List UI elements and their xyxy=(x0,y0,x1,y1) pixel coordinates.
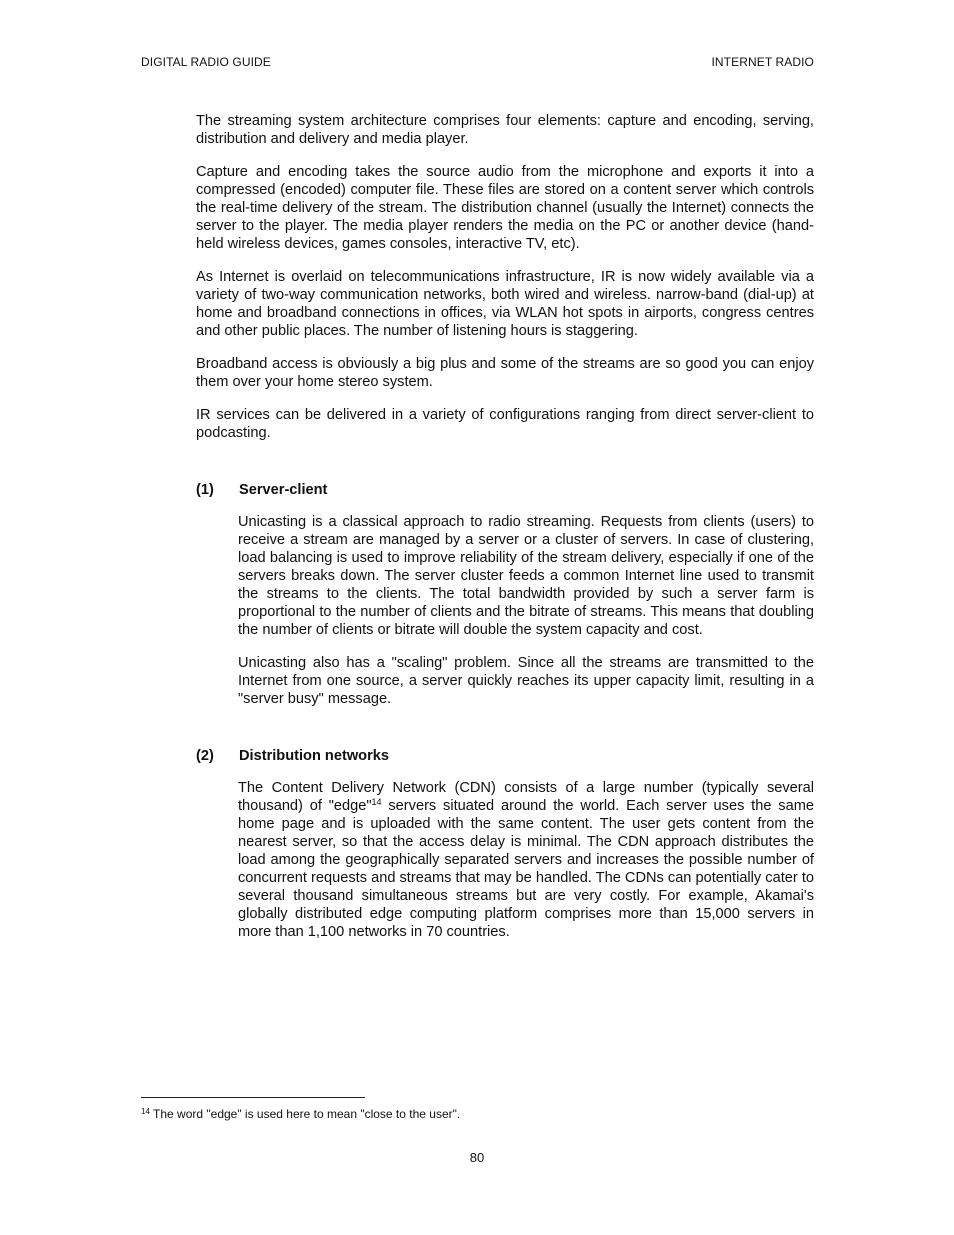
running-header xyxy=(141,55,814,69)
intro-paragraph: Broadband access is obviously a big plus and some of the streams are so good you can enjoy them over your home stereo system. xyxy=(196,356,814,390)
intro-paragraph: As Internet is overlaid on telecommunications infrastructure, IR is now widely available via a variety of two-way communication networks, both wired and wireless. narrow-band (dial-up) at home and broadband connections in offices, via WLAN hot spots in airports, congress centres and other public places. The number of listening hours is staggering. xyxy=(196,269,814,339)
section-title: Server-client xyxy=(239,482,328,498)
footnote-divider xyxy=(141,1097,365,1098)
cdn-text-before: The Content Delivery Network (CDN) consists of a large number (typically several thousand) of "edge" xyxy=(238,780,814,814)
cdn-paragraph xyxy=(238,779,814,941)
section-number: (2) xyxy=(196,748,214,764)
main-content xyxy=(196,112,814,956)
cdn-text-after: servers situated around the world. Each server uses the same home page and is uploaded with the same content. The user gets content from the nearest server, so that the access delay is minimal. The CDN approach distributes the load among the geographically separated servers and increases the possible number of concurrent requests and streams that may be handled. The CDNs can potentially cater to several thousand simultaneous streams but are very costly. For example, Akamai's globally distributed edge computing platform comprises more than 15,000 servers in more than 1,100 networks in 70 countries. xyxy=(238,798,814,940)
section-heading xyxy=(196,747,814,765)
section-paragraph: Unicasting is a classical approach to radio streaming. Requests from clients (users) to receive a stream are managed by a server or a cluster of servers. In case of clustering, load balancing is used to improve reliability of the stream delivery, especially if one of the servers breaks down. The server cluster feeds a common Internet line used to transmit the streams to the clients. The total bandwidth provided by such a server farm is proportional to the number of clients and the bitrate of streams. This means that doubling the number of clients or bitrate will double the system capacity and cost. xyxy=(238,514,814,638)
intro-paragraph: IR services can be delivered in a variety of configurations ranging from direct server-client to podcasting. xyxy=(196,407,814,441)
intro-paragraph: Capture and encoding takes the source audio from the microphone and exports it into a compressed (encoded) computer file. These files are stored on a content server which controls the real-time delivery of the stream. The distribution channel (usually the Internet) connects the server to the player. The media player renders the media on the PC or another device (hand-held wireless devices, games consoles, interactive TV, etc). xyxy=(196,164,814,252)
footnote-number: 14 xyxy=(141,1107,150,1116)
page-number: 80 xyxy=(469,1150,485,1165)
section-body xyxy=(238,513,814,708)
footnote-reference[interactable]: 14 xyxy=(371,797,382,807)
footnote-text: The word "edge" is used here to mean "close to the user". xyxy=(149,1107,461,1121)
section-title: Distribution networks xyxy=(239,748,389,764)
header-right: INTERNET RADIO xyxy=(711,55,814,69)
intro-paragraph: The streaming system architecture comprises four elements: capture and encoding, serving, distribution and delivery and media player. xyxy=(196,113,814,147)
section-number: (1) xyxy=(196,482,214,498)
section-distribution-networks xyxy=(196,747,814,941)
section-heading xyxy=(196,481,814,499)
header-left: DIGITAL RADIO GUIDE xyxy=(141,55,271,69)
section-server-client xyxy=(196,481,814,708)
section-paragraph: Unicasting also has a "scaling" problem. Since all the streams are transmitted to the Internet from one source, a server quickly reaches its upper capacity limit, resulting in a "server busy" message. xyxy=(238,655,814,707)
footnote xyxy=(141,1106,460,1122)
section-body xyxy=(238,779,814,941)
